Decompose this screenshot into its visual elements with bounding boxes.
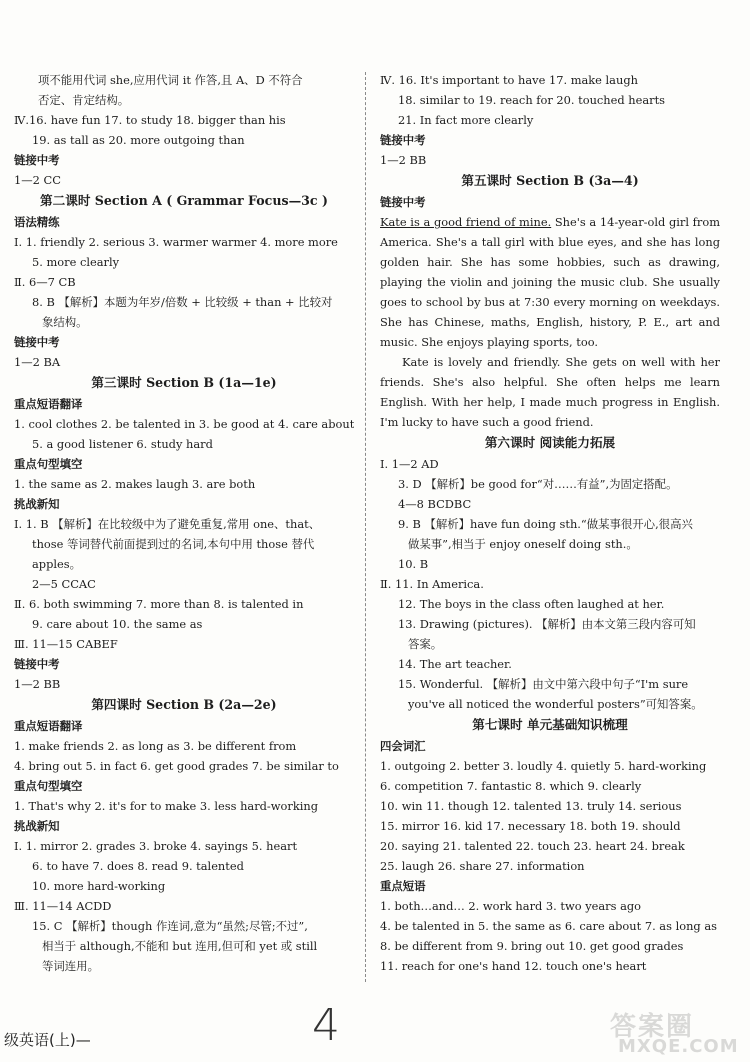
answer-line: 6. competition 7. fantastic 8. which 9. clearly xyxy=(380,779,642,793)
answer-line: Ⅱ. 6—7 CB xyxy=(14,275,76,289)
footer-grade-label: 级英语(上)— xyxy=(4,1031,91,1049)
answer-line: Ⅲ. 11—14 ACDD xyxy=(14,899,112,913)
answer-line: Ⅱ. 11. In America. xyxy=(380,577,484,591)
section-label: 四会词汇 xyxy=(380,739,426,753)
section-label: 链接中考 xyxy=(14,153,60,167)
answer-line: 15. C 【解析】though 作连词,意为“虽然;尽管;不过”, xyxy=(32,919,308,933)
left-column xyxy=(14,70,354,976)
essay-paragraph-2: Kate is lovely and friendly. She gets on well with her friends. She's also helpful. She often helps me learn English. With her help, I made much progress in English. I'm lucky to have such a good friend. xyxy=(380,355,720,429)
watermark-logo-text: 答案圈 xyxy=(610,1012,695,1042)
watermark-url: MXQE.COM xyxy=(618,1036,739,1057)
answer-line: apples。 xyxy=(32,557,81,571)
section-label: 重点句型填空 xyxy=(14,779,83,793)
right-bottom-block xyxy=(380,432,720,976)
answer-line: 答案。 xyxy=(408,637,443,651)
lesson-heading: 第二课时 Section A ( Grammar Focus—3c ) xyxy=(40,193,328,208)
answer-line: 8. be different from 9. bring out 10. get good grades xyxy=(380,939,684,953)
answer-line: Ⅰ. 1. mirror 2. grades 3. broke 4. sayings 5. heart xyxy=(14,839,298,853)
answer-line: Ⅰ. 1. B 【解析】在比较级中为了避免重复,常用 one、that、 xyxy=(14,517,321,531)
section-label: 链接中考 xyxy=(380,133,426,147)
answer-line: 4. bring out 5. in fact 6. get good grades 7. be similar to xyxy=(14,759,339,773)
essay-paragraph-1 xyxy=(380,212,720,352)
answer-line: Ⅳ. 16. It's important to have 17. make laugh xyxy=(380,73,638,87)
lesson-heading: 第三课时 Section B (1a—1e) xyxy=(91,375,277,390)
answer-line: 1—2 BB xyxy=(380,153,427,167)
answer-line: 9. B 【解析】have fun doing sth.“做某事很开心,很高兴 xyxy=(398,517,693,531)
answer-line: 14. The art teacher. xyxy=(398,657,512,671)
section-label: 重点短语 xyxy=(380,879,426,893)
answer-line: 相当于 although,不能和 but 连用,但可和 yet 或 still xyxy=(42,939,318,953)
page-number: 4 xyxy=(312,1000,340,1051)
answer-line: 10. win 11. though 12. talented 13. truly 14. serious xyxy=(380,799,682,813)
answer-line: 1—2 BB xyxy=(14,677,61,691)
answer-line: 10. B xyxy=(398,557,429,571)
right-column xyxy=(380,70,720,976)
answer-line: 8. B 【解析】本题为年岁/倍数 + 比较级 + than + 比较对 xyxy=(32,295,333,309)
answer-line: 3. D 【解析】be good for“对……有益”,为固定搭配。 xyxy=(398,477,678,491)
answer-line: 1. cool clothes 2. be talented in 3. be good at 4. care about xyxy=(14,417,354,431)
answer-line: 1. make friends 2. as long as 3. be different from xyxy=(14,739,297,753)
answer-line: 21. In fact more clearly xyxy=(398,113,534,127)
answer-line: Ⅲ. 11—15 CABEF xyxy=(14,637,118,651)
answer-line: 1. outgoing 2. better 3. loudly 4. quietly 5. hard-working xyxy=(380,759,707,773)
answer-line: 1. both…and… 2. work hard 3. two years ago xyxy=(380,899,642,913)
answer-line: 18. similar to 19. reach for 20. touched hearts xyxy=(398,93,666,107)
section-label: 链接中考 xyxy=(380,195,426,209)
lesson-heading: 第六课时 阅读能力拓展 xyxy=(484,435,616,450)
section-label: 挑战新知 xyxy=(14,497,60,511)
answer-line: 2—5 CCAC xyxy=(32,577,96,591)
answer-line: 象结构。 xyxy=(42,315,88,329)
section-label: 重点句型填空 xyxy=(14,457,83,471)
section-label: 语法精练 xyxy=(14,215,60,229)
answer-line: 6. to have 7. does 8. read 9. talented xyxy=(32,859,244,873)
answer-line: 4. be talented in 5. the same as 6. care about 7. as long as xyxy=(380,919,717,933)
answer-line: 25. laugh 26. share 27. information xyxy=(380,859,585,873)
section-label: 挑战新知 xyxy=(14,819,60,833)
answer-line: 13. Drawing (pictures). 【解析】由本文第三段内容可知 xyxy=(398,617,696,631)
answer-line: you've all noticed the wonderful posters”可知答案。 xyxy=(408,697,703,711)
lesson-heading: 第四课时 Section B (2a—2e) xyxy=(91,697,277,712)
answer-line: 5. more clearly xyxy=(32,255,120,269)
section-label: 重点短语翻译 xyxy=(14,397,83,411)
section-label: 链接中考 xyxy=(14,335,60,349)
answer-line: Ⅰ. 1. friendly 2. serious 3. warmer warmer 4. more more xyxy=(14,235,338,249)
essay-paragraph-1-rest: She's a 14-year-old girl from America. She's a tall girl with blue eyes, and she has long golden hair. She has some hobbies, such as drawing, playing the violin and joining the music club. She usually goes to school by bus at 7:30 every morning on weekdays. She has Chinese, maths, English, history, P. E., art and music. She enjoys playing sports, too. xyxy=(380,215,720,349)
answer-line: 等词连用。 xyxy=(42,959,99,973)
answer-line: 15. mirror 16. kid 17. necessary 18. both 19. should xyxy=(380,819,681,833)
answer-line: 9. care about 10. the same as xyxy=(32,617,203,631)
answer-line: 1. the same as 2. makes laugh 3. are both xyxy=(14,477,256,491)
answer-line: 19. as tall as 20. more outgoing than xyxy=(32,133,245,147)
answer-line: 项不能用代词 she,应用代词 it 作答,且 A、D 不符合 xyxy=(38,73,303,87)
column-divider xyxy=(365,72,366,982)
answer-line: 11. reach for one's hand 12. touch one's heart xyxy=(380,959,647,973)
essay xyxy=(380,212,720,432)
answer-line: 4—8 BCDBC xyxy=(398,497,472,511)
section-label: 重点短语翻译 xyxy=(14,719,83,733)
answer-line: 1—2 BA xyxy=(14,355,61,369)
answer-line: 15. Wonderful. 【解析】由文中第六段中句子“I'm sure xyxy=(398,677,689,691)
lesson-heading: 第五课时 Section B (3a—4) xyxy=(461,173,639,188)
right-top-block xyxy=(380,70,720,212)
answer-line: Ⅳ.16. have fun 17. to study 18. bigger than his xyxy=(14,113,286,127)
section-label: 链接中考 xyxy=(14,657,60,671)
answer-line: 10. more hard-working xyxy=(32,879,166,893)
answer-line: 5. a good listener 6. study hard xyxy=(32,437,213,451)
lesson-heading: 第七课时 单元基础知识梳理 xyxy=(472,717,628,732)
answer-line: 20. saying 21. talented 22. touch 23. heart 24. break xyxy=(380,839,685,853)
answer-line: 12. The boys in the class often laughed at her. xyxy=(398,597,665,611)
answer-line: 否定、肯定结构。 xyxy=(38,93,130,107)
answer-line: 1. That's why 2. it's for to make 3. less hard-working xyxy=(14,799,319,813)
answer-line: 做某事”,相当于 enjoy oneself doing sth.。 xyxy=(408,537,638,551)
answer-line: Ⅱ. 6. both swimming 7. more than 8. is talented in xyxy=(14,597,304,611)
answer-line: those 等词替代前面提到过的名词,本句中用 those 替代 xyxy=(32,537,315,551)
answer-line: Ⅰ. 1—2 AD xyxy=(380,457,439,471)
essay-underlined-sentence: Kate is a good friend of mine. xyxy=(380,215,552,229)
answer-line: 1—2 CC xyxy=(14,173,61,187)
